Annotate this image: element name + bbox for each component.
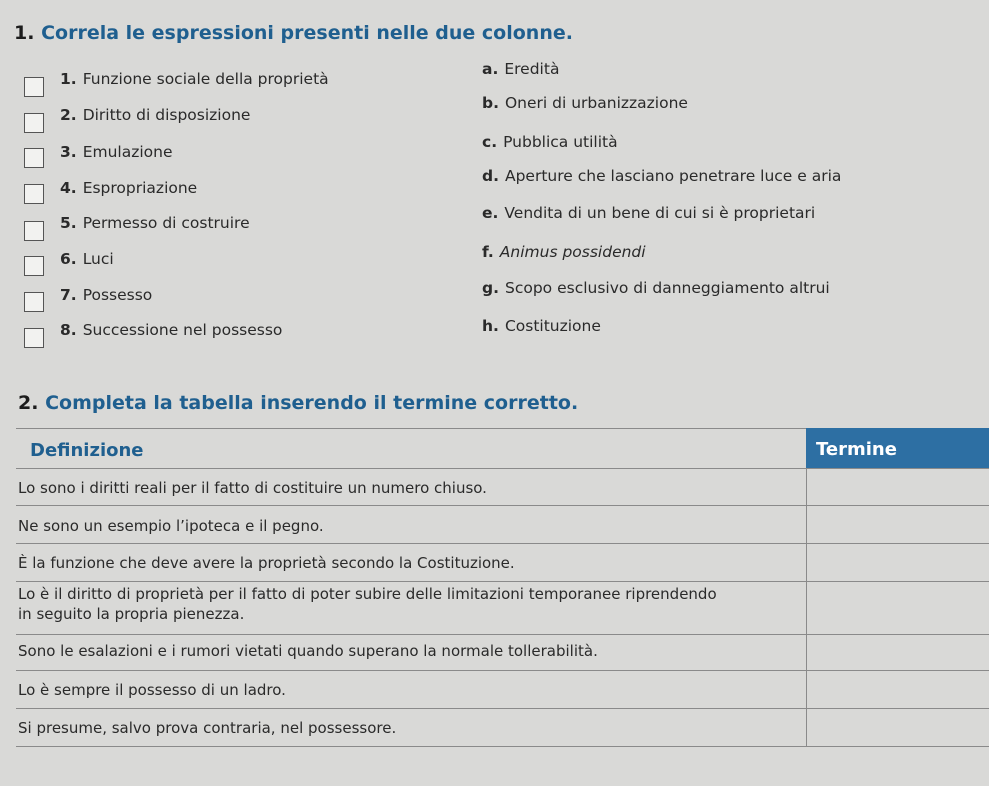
answer-box-4[interactable] xyxy=(24,184,44,204)
row-definition-cont: in seguito la propria pienezza. xyxy=(18,605,245,623)
row-definition: Lo è sempre il possesso di un ladro. xyxy=(18,681,286,699)
left-item xyxy=(60,286,152,304)
left-item xyxy=(60,250,114,268)
left-item xyxy=(60,179,197,197)
right-item xyxy=(482,167,841,185)
row-rule xyxy=(16,543,989,544)
answer-box-5[interactable] xyxy=(24,221,44,241)
row-definition: Sono le esalazioni e i rumori vietati quando superano la normale tollerabilità. xyxy=(18,642,598,660)
right-item xyxy=(482,243,646,261)
right-item-text: Pubblica utilità xyxy=(503,133,618,151)
row-rule xyxy=(16,581,989,582)
term-column-header: Termine xyxy=(816,439,897,460)
exercise-1-title xyxy=(14,22,573,44)
left-item-label: 2. xyxy=(60,106,77,124)
exercise-2-number: 2. xyxy=(18,392,39,414)
left-item-text: Permesso di costruire xyxy=(82,214,250,232)
right-item xyxy=(482,317,601,335)
right-item xyxy=(482,204,815,222)
right-item-text: Oneri di urbanizzazione xyxy=(504,94,688,112)
table-row xyxy=(18,641,598,661)
answer-box-3[interactable] xyxy=(24,148,44,168)
left-item-label: 3. xyxy=(60,143,77,161)
exercise-1-number: 1. xyxy=(14,22,35,44)
answer-box-2[interactable] xyxy=(24,113,44,133)
right-item-text: Eredità xyxy=(504,60,560,78)
right-item-text: Vendita di un bene di cui si è proprietari xyxy=(504,204,816,222)
right-item-text: Scopo esclusivo di danneggiamento altrui xyxy=(504,279,830,297)
table-bottom-rule xyxy=(16,746,989,747)
exercise-1-heading: Correla le espressioni presenti nelle due colonne. xyxy=(41,22,573,44)
right-item-label: f. xyxy=(482,243,494,261)
right-item xyxy=(482,94,688,112)
left-item-text: Diritto di disposizione xyxy=(82,106,251,124)
left-item-text: Successione nel possesso xyxy=(82,321,283,339)
right-item-text: Aperture che lasciano penetrare luce e aria xyxy=(504,167,842,185)
left-item-label: 7. xyxy=(60,286,77,304)
table-row xyxy=(18,680,286,700)
row-rule xyxy=(16,708,989,709)
right-item-text: Costituzione xyxy=(504,317,601,335)
left-item-text: Luci xyxy=(82,250,114,268)
table-row xyxy=(18,516,324,536)
left-item xyxy=(60,214,250,232)
left-item xyxy=(60,70,329,88)
table-row xyxy=(18,553,515,573)
column-divider xyxy=(806,468,807,746)
left-item xyxy=(60,321,282,339)
left-item-text: Emulazione xyxy=(82,143,173,161)
row-definition: Ne sono un esempio l’ipoteca e il pegno. xyxy=(18,517,324,535)
table-row xyxy=(18,718,396,738)
row-definition: Lo sono i diritti reali per il fatto di costituire un numero chiuso. xyxy=(18,479,487,497)
left-item-text: Funzione sociale della proprietà xyxy=(82,70,329,88)
left-item xyxy=(60,106,250,124)
left-item-text: Possesso xyxy=(82,286,153,304)
left-item-label: 6. xyxy=(60,250,77,268)
right-item-label: a. xyxy=(482,60,499,78)
right-item xyxy=(482,60,559,78)
right-item-label: h. xyxy=(482,317,499,335)
table-row xyxy=(18,478,487,498)
left-item-text: Espropriazione xyxy=(82,179,198,197)
right-item xyxy=(482,133,618,151)
row-rule xyxy=(16,468,989,469)
exercise-2-title xyxy=(18,392,578,414)
right-item-label: e. xyxy=(482,204,499,222)
table-header xyxy=(0,428,989,468)
right-item xyxy=(482,279,830,297)
answer-box-6[interactable] xyxy=(24,256,44,276)
left-item xyxy=(60,143,173,161)
answer-box-1[interactable] xyxy=(24,77,44,97)
right-item-text: Animus possidendi xyxy=(499,243,646,261)
right-item-label: g. xyxy=(482,279,499,297)
right-item-label: c. xyxy=(482,133,498,151)
left-item-label: 8. xyxy=(60,321,77,339)
right-item-label: b. xyxy=(482,94,499,112)
row-rule xyxy=(16,670,989,671)
right-item-label: d. xyxy=(482,167,499,185)
answer-box-8[interactable] xyxy=(24,328,44,348)
exercise-2-heading: Completa la tabella inserendo il termine corretto. xyxy=(45,392,579,414)
left-item-label: 4. xyxy=(60,179,77,197)
row-definition: Si presume, salvo prova contraria, nel possessore. xyxy=(18,719,397,737)
definition-column-header: Definizione xyxy=(30,440,144,461)
row-rule xyxy=(16,634,989,635)
row-definition: Lo è il diritto di proprietà per il fatto di poter subire delle limitazioni temporanee riprendendo xyxy=(18,585,717,603)
left-item-label: 5. xyxy=(60,214,77,232)
row-rule xyxy=(16,505,989,506)
answer-box-7[interactable] xyxy=(24,292,44,312)
row-definition: È la funzione che deve avere la proprietà secondo la Costituzione. xyxy=(18,554,515,572)
table-row xyxy=(18,584,717,624)
left-item-label: 1. xyxy=(60,70,77,88)
